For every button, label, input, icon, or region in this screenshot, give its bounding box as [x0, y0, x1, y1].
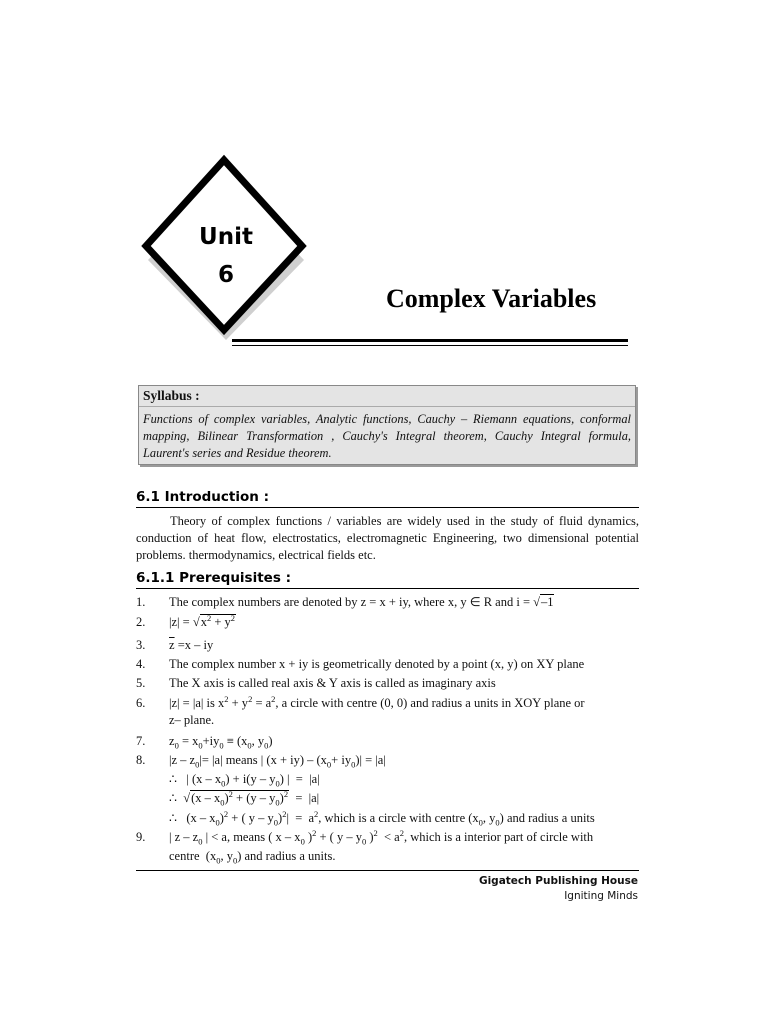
syllabus-divider: [139, 406, 635, 407]
syllabus-box: [138, 385, 636, 465]
syllabus-text: Functions of complex variables, Analytic functions, Cauchy – Riemann equations, conformal mapping, Bilinear Transformation , Cauchy's Integral theorem, Cauchy Integral formula, Laurent's series and Residue theorem.: [143, 412, 631, 460]
intro-paragraph: [136, 513, 639, 564]
prereq-heading: 6.1.1 Prerequisites :: [136, 570, 291, 586]
chapter-title: Complex Variables: [386, 284, 597, 313]
intro-heading: 6.1 Introduction :: [136, 489, 269, 505]
syllabus-heading: Syllabus :: [143, 388, 200, 403]
publisher-tagline: Igniting Minds: [564, 890, 638, 902]
title-rule-thick: [232, 339, 628, 342]
footer-rule: [136, 870, 639, 871]
list-item-continuation: z– plane.: [169, 713, 215, 727]
math-line: ∴ $√(x - x_0)^2 + (y - y_0)^2 = |a|$: [169, 788, 320, 808]
publisher-name: Gigatech Publishing House: [478, 875, 638, 887]
unit-label: Unit: [199, 224, 253, 250]
intro-text: Theory of complex functions / variables are widely used in the study of fluid dynamics, conduction of heat flow, electrostatics, electromagnetic Engineering, two dimensional potential problems. thermodynamics, electrical fields etc.: [136, 514, 639, 562]
prereq-rule: [136, 588, 639, 589]
math-line: ∴ | $(x - x_0) + i(y - y_0)$ | = |a|: [169, 772, 320, 789]
list-item-continuation: centre ($x_0$, $y_0$) and radius a units.: [169, 849, 336, 866]
unit-number: 6: [217, 262, 234, 288]
title-rule-thin: [232, 345, 628, 346]
intro-rule: [136, 507, 639, 508]
math-line: ∴ $(x - x_0)^2$ + ( $y - y_0)^2| = a^2$, which is a circle with centre ($x_0$, $y_0$) and radius a units: [169, 808, 595, 828]
